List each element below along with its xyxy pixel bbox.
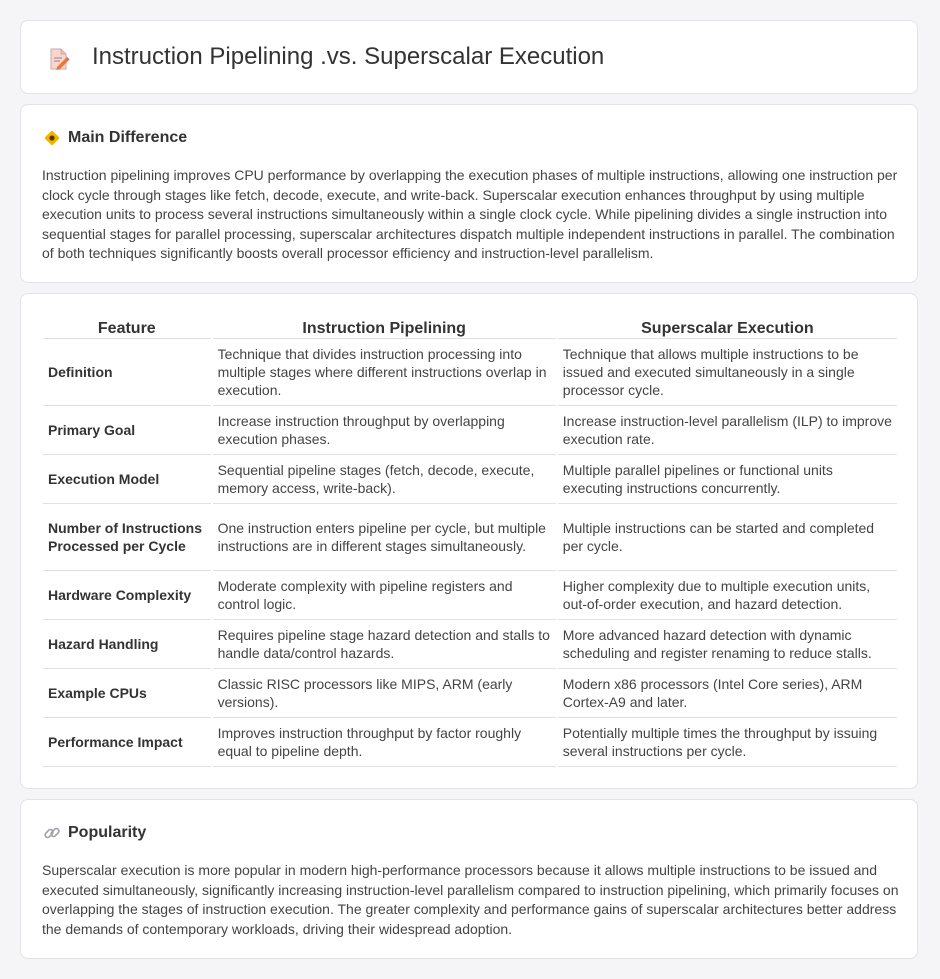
main-difference-text: Instruction pipelining improves CPU performance by overlapping the execution phases of multiple instructions, allowing one instruction per clock cycle through stages like fetch, decode, execute, and write-back. Superscalar execution enhances throughput by using multiple execution units to process several instructions simultaneously within a single clock cycle. While pipelining divides a single instruction into sequential stages for parallel processing, superscalar architectures dispatch multiple independent instructions in parallel. The combination of both techniques significantly boosts overall processor efficiency and instruction-level parallelism.: [42, 167, 898, 261]
pipelining-cell: Requires pipeline stage hazard detection and stalls to handle data/control hazards.: [213, 620, 556, 669]
table-row: [43, 455, 897, 504]
popularity-header: [43, 822, 146, 844]
popularity-section: [20, 799, 918, 959]
superscalar-cell: Modern x86 processors (Intel Core series), ARM Cortex-A9 and later.: [558, 669, 897, 718]
feature-cell: Definition: [43, 339, 211, 406]
pipelining-cell: Classic RISC processors like MIPS, ARM (early versions).: [213, 669, 556, 718]
diamond-sign-icon: [43, 129, 61, 147]
superscalar-cell: Higher complexity due to multiple execution units, out-of-order execution, and hazard detection.: [558, 571, 897, 620]
table-row: [43, 504, 897, 571]
feature-cell: Performance Impact: [43, 718, 211, 767]
table-row: [43, 406, 897, 455]
pipelining-cell: Technique that divides instruction processing into multiple stages where different instructions overlap in execution.: [213, 339, 556, 406]
column-header-superscalar: Superscalar Execution: [558, 316, 897, 339]
popularity-heading: Popularity: [68, 824, 147, 841]
feature-cell: Hardware Complexity: [43, 571, 211, 620]
superscalar-cell: Technique that allows multiple instructions to be issued and executed simultaneously in a single processor cycle.: [558, 339, 897, 406]
pipelining-cell: One instruction enters pipeline per cycle, but multiple instructions are in different stages simultaneously.: [213, 504, 556, 571]
title-card: [20, 20, 918, 94]
document-pencil-icon: [47, 47, 71, 71]
superscalar-cell: Increase instruction-level parallelism (ILP) to improve execution rate.: [558, 406, 897, 455]
main-difference-section: [20, 104, 918, 283]
pipelining-cell: Sequential pipeline stages (fetch, decode, execute, memory access, write-back).: [213, 455, 556, 504]
table-row: [43, 571, 897, 620]
popularity-text: Superscalar execution is more popular in modern high-performance processors because it allows multiple instructions to be issued and executed simultaneously, significantly increasing instruction-level parallelism compared to instruction pipelining, which primarily focuses on overlapping the stages of instruction execution. The greater complexity and performance gains of superscalar architectures better address the demands of contemporary workloads, driving their widespread adoption.: [42, 862, 899, 937]
table-row: [43, 620, 897, 669]
table-row: [43, 339, 897, 406]
feature-cell: Primary Goal: [43, 406, 211, 455]
comparison-table: [41, 316, 899, 767]
pipelining-cell: Increase instruction throughput by overlapping execution phases.: [213, 406, 556, 455]
feature-cell: Execution Model: [43, 455, 211, 504]
superscalar-cell: Multiple parallel pipelines or functional units executing instructions concurrently.: [558, 455, 897, 504]
feature-cell: Number of Instructions Processed per Cycle: [43, 504, 211, 571]
feature-cell: Example CPUs: [43, 669, 211, 718]
column-header-pipelining: Instruction Pipelining: [213, 316, 556, 339]
column-header-feature: Feature: [43, 316, 211, 339]
table-row: [43, 669, 897, 718]
table-header-row: [43, 316, 897, 339]
pipelining-cell: Improves instruction throughput by factor roughly equal to pipeline depth.: [213, 718, 556, 767]
main-difference-heading: Main Difference: [68, 129, 188, 146]
superscalar-cell: More advanced hazard detection with dynamic scheduling and register renaming to reduce stalls.: [558, 620, 897, 669]
main-difference-header: [43, 127, 187, 149]
pipelining-cell: Moderate complexity with pipeline registers and control logic.: [213, 571, 556, 620]
feature-cell: Hazard Handling: [43, 620, 211, 669]
chain-link-icon: [43, 824, 61, 842]
superscalar-cell: Multiple instructions can be started and completed per cycle.: [558, 504, 897, 571]
page-title: Instruction Pipelining .vs. Superscalar Execution: [92, 43, 605, 70]
table-row: [43, 718, 897, 767]
superscalar-cell: Potentially multiple times the throughput by issuing several instructions per cycle.: [558, 718, 897, 767]
comparison-section: [20, 293, 918, 789]
